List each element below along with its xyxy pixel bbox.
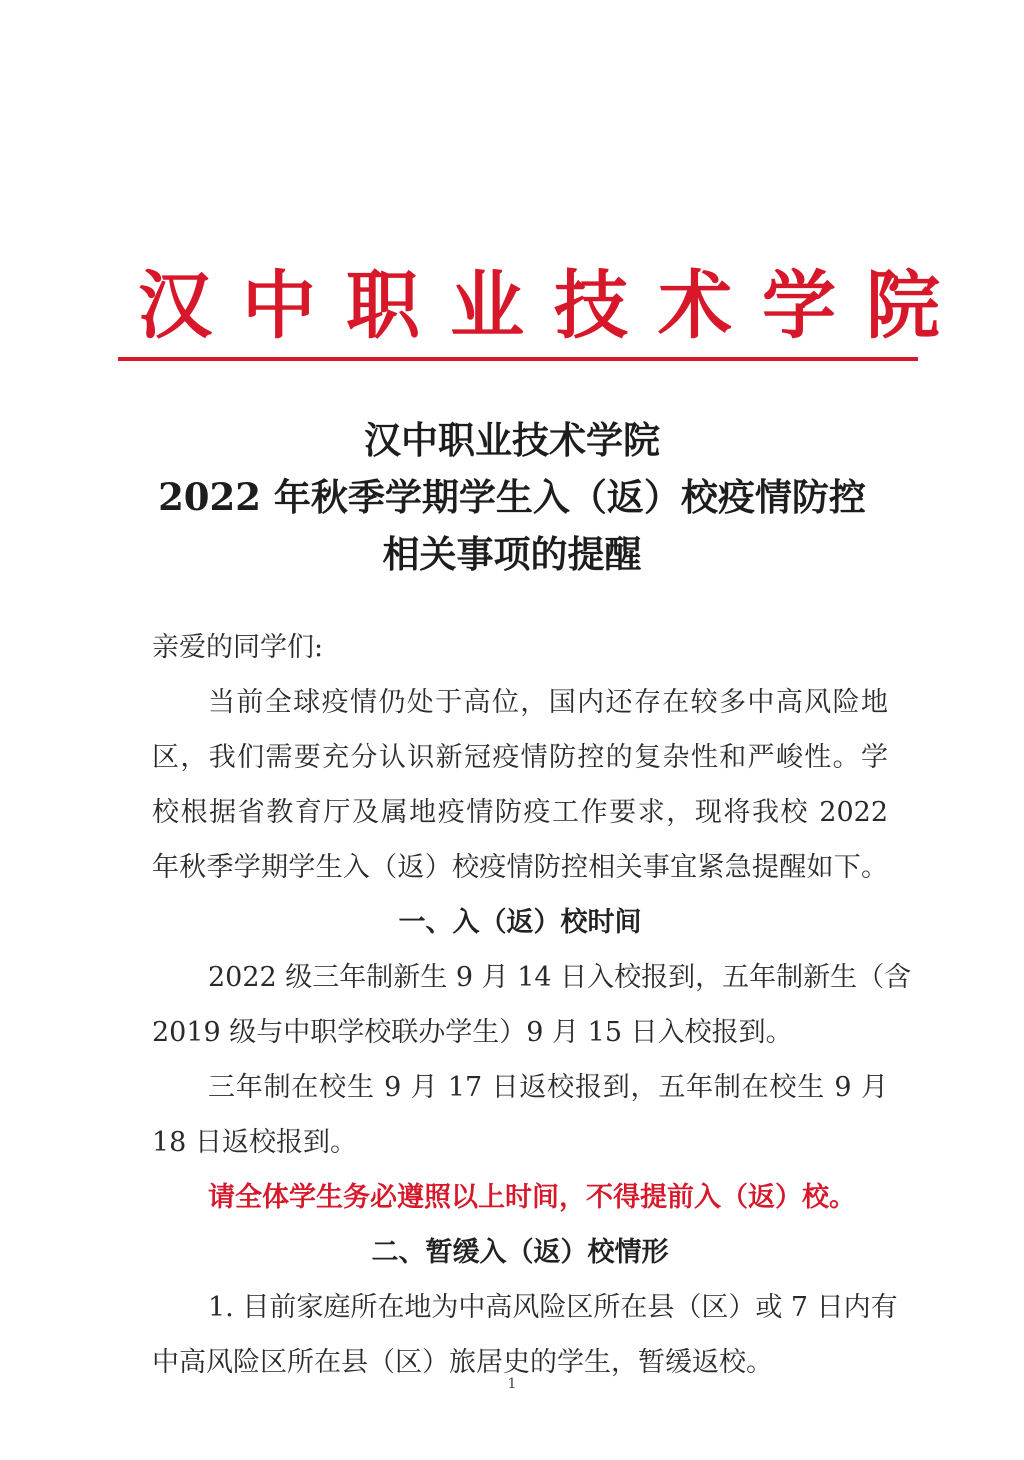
masthead-red-rule [118,357,918,361]
paragraph-1-line-1: 当前全球疫情仍处于高位，国内还存在较多中高风险地 [208,687,888,718]
paragraph-1-line-3: 校根据省教育厅及属地疫情防疫工作要求，现将我校 2022 [152,797,888,828]
red-notice: 请全体学生务必遵照以上时间，不得提前入（返）校。 [208,1182,856,1213]
paragraph-1-line-4: 年秋季学期学生入（返）校疫情防控相关事宜紧急提醒如下。 [152,852,888,883]
paragraph-3-line-2: 18 日返校报到。 [152,1127,357,1158]
section-2-heading: 二、暂缓入（返）校情形 [371,1237,669,1268]
title-line-3: 相关事项的提醒 [382,532,642,576]
paragraph-2-line-2: 2019 级与中职学校联办学生）9 月 15 日入校报到。 [152,1017,793,1048]
masthead-org-name: 汉中职业技术学院 [138,263,970,349]
title-line-2: 2022 年秋季学期学生入（返）校疫情防控 [158,475,866,519]
document-body [152,620,912,1390]
paragraph-1-line-2: 区，我们需要充分认识新冠疫情防控的复杂性和严峻性。学 [152,742,888,773]
document-title [108,412,916,583]
title-line-1: 汉中职业技术学院 [364,418,660,462]
paragraph-3-line-1: 三年制在校生 9 月 17 日返校报到，五年制在校生 9 月 [208,1072,888,1103]
paragraph-2-line-1: 2022 级三年制新生 9 月 14 日入校报到，五年制新生（含 [208,962,912,993]
salutation: 亲爱的同学们: [152,632,324,663]
paragraph-4-line-1: 1. 目前家庭所在地为中高风险区所在县（区）或 7 日内有 [208,1292,898,1323]
page-number: 1 [507,1376,517,1392]
paragraph-4-line-2: 中高风险区所在县（区）旅居史的学生，暂缓返校。 [152,1347,773,1378]
section-1-heading: 一、入（返）校时间 [398,907,642,938]
